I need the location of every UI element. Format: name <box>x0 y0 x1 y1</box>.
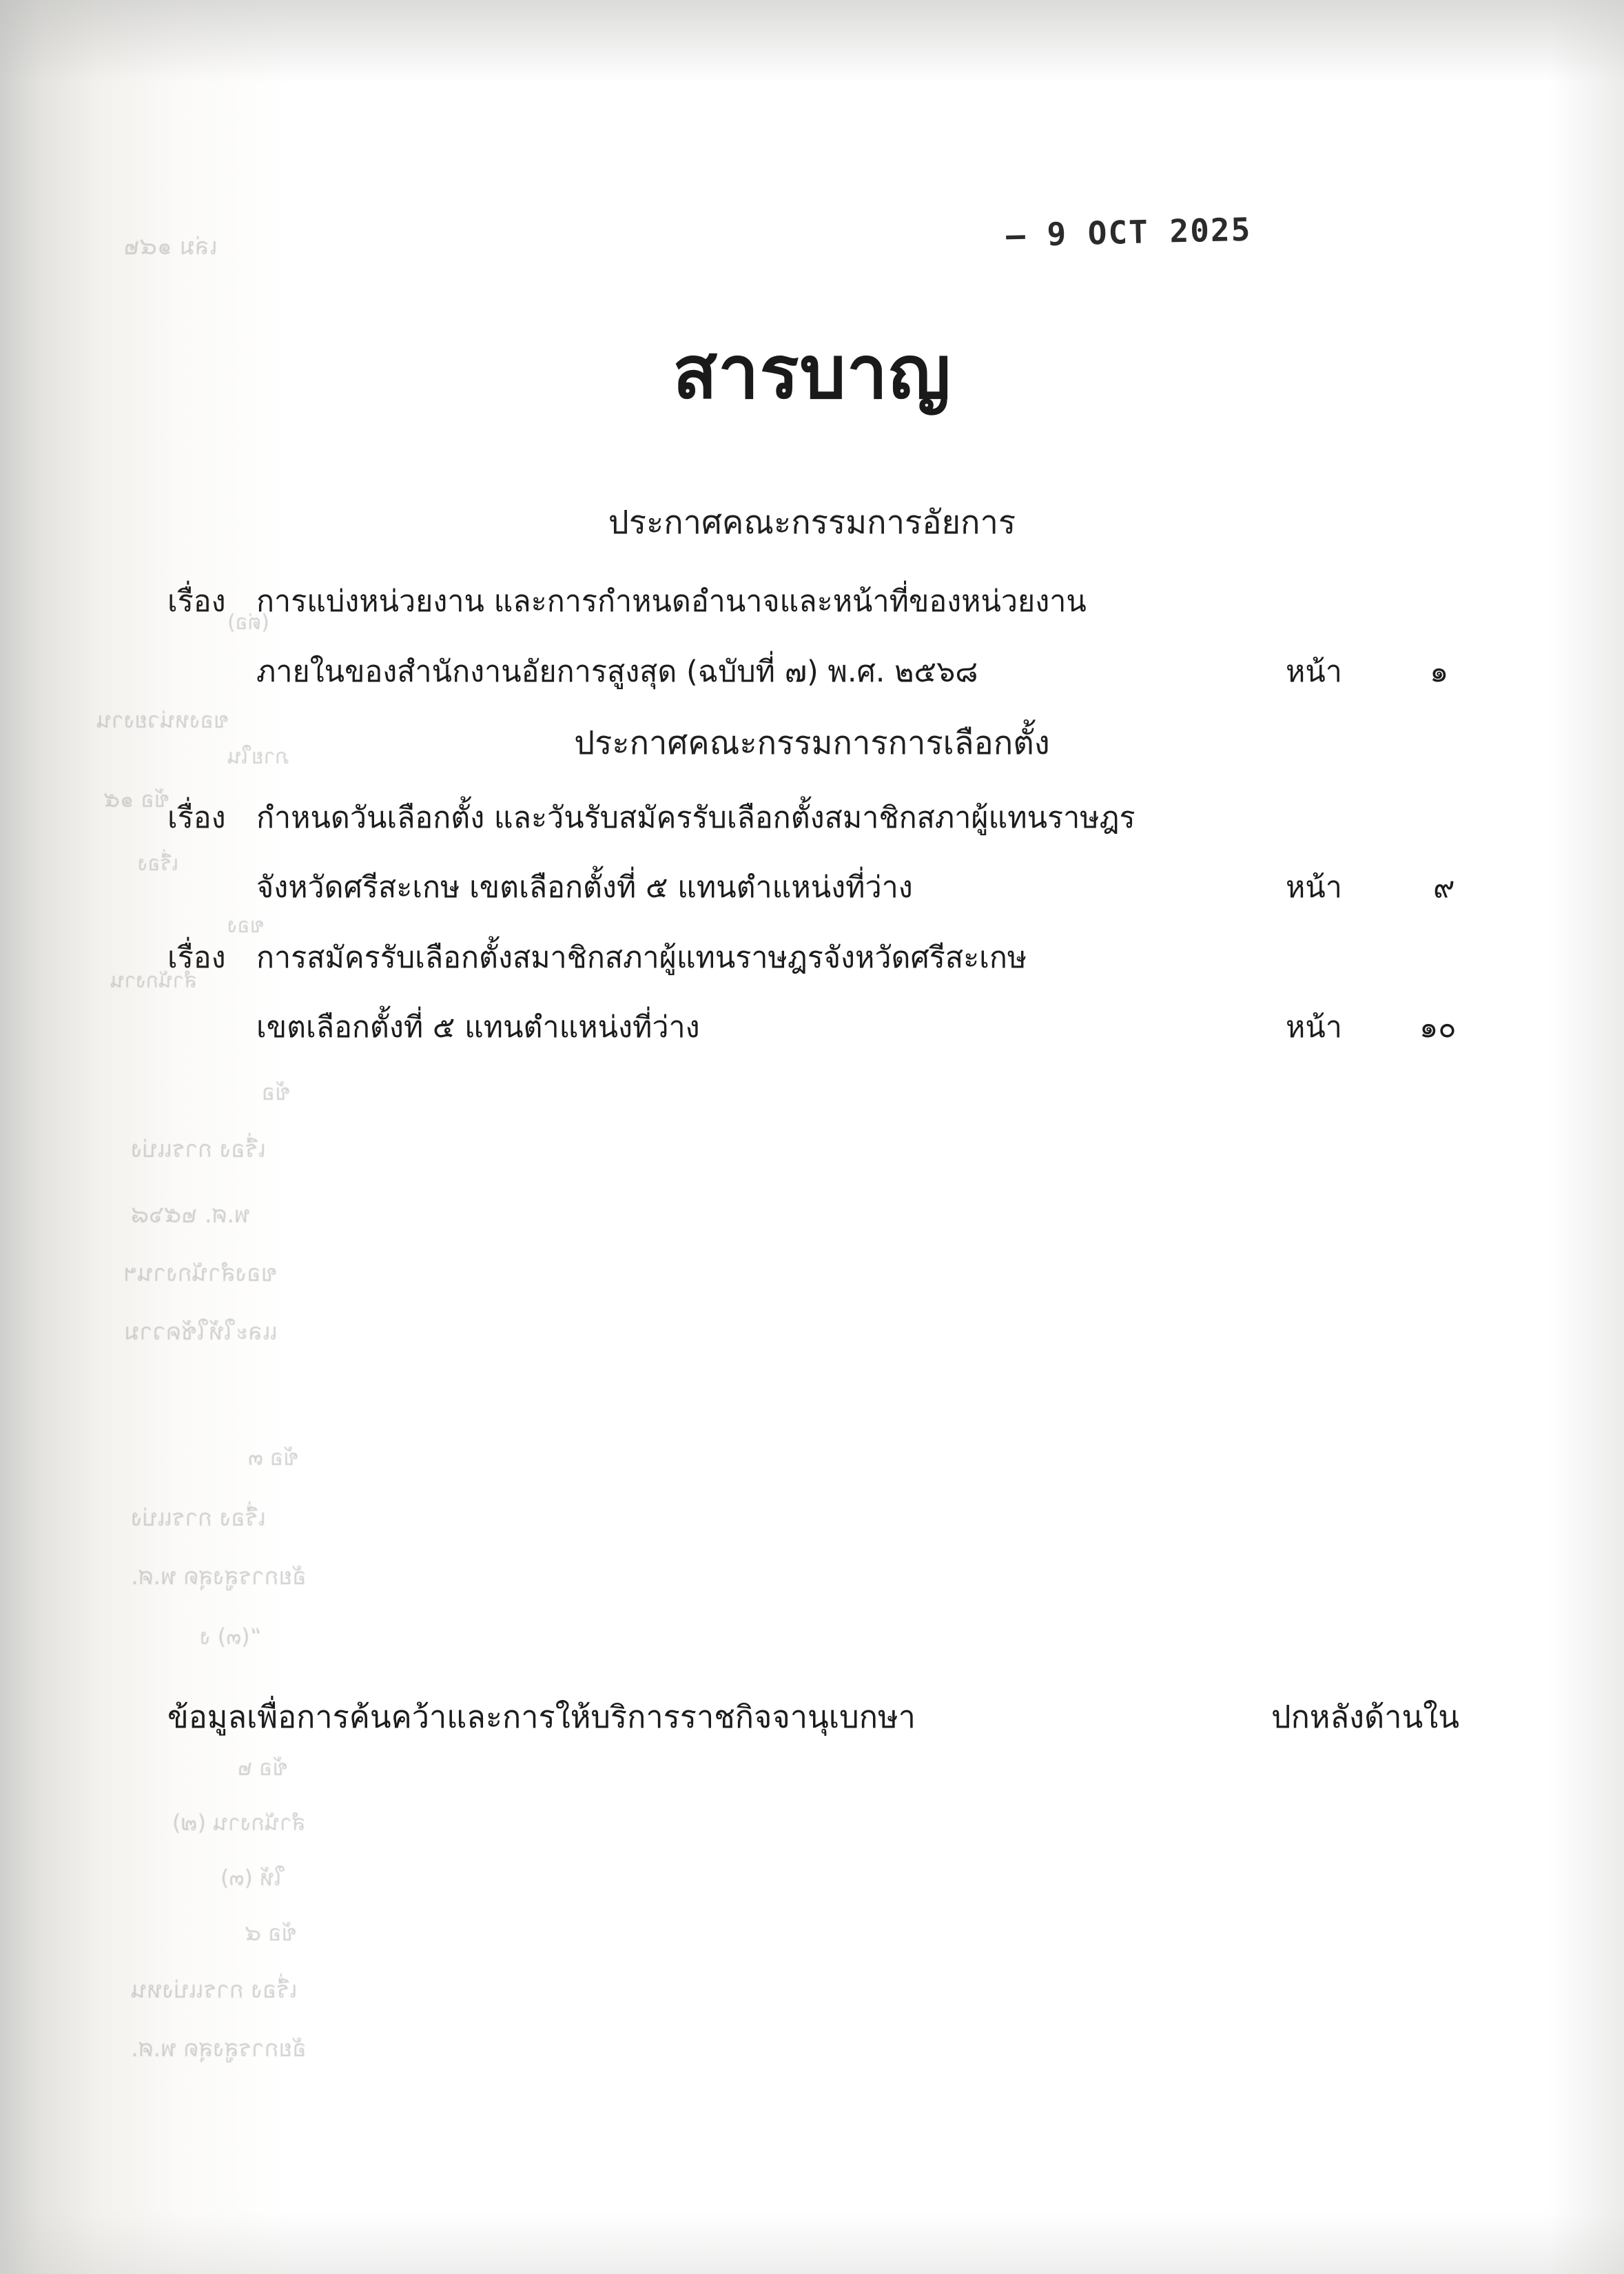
bleed-through-text: เรื่อง การแบ่งหน <box>131 1976 298 2004</box>
entry-page-number-1: ๑ <box>1430 655 1449 689</box>
entry-line-2-1: กำหนดวันเลือกตั้ง และวันรับสมัครรับเลือกตั้งสมาชิกสภาผู้แทนราษฎร <box>256 801 1135 835</box>
entry-page-word-2: หน้า <box>1286 870 1342 905</box>
bleed-through-text: อัยการสูงสุด พ.ศ. <box>131 1563 307 1590</box>
bleed-through-text: เรื่อง การแบ่ง <box>131 1136 266 1163</box>
bleed-through-text: ของสำนักงานฯ <box>124 1260 277 1287</box>
bleed-through-text: สำนักงาน (๗) <box>172 1810 306 1836</box>
bleed-through-text: (ต่อ) <box>227 611 269 635</box>
footer-right-text: ปกหลังด้านใน <box>1271 1699 1460 1735</box>
bleed-through-text: และให้ใช้ความ <box>124 1318 278 1346</box>
entry-line-1-2: ภายในของสำนักงานอัยการสูงสุด (ฉบับที่ ๗) พ.ศ. ๒๕๖๘ <box>256 655 978 689</box>
entry-page-word-3: หน้า <box>1286 1010 1342 1045</box>
entry-page-number-3: ๑๐ <box>1419 1010 1457 1045</box>
bleed-through-text: “(๓) ง <box>200 1623 262 1650</box>
entry-line-2-2: จังหวัดศรีสะเกษ เขตเลือกตั้งที่ ๕ แทนตำแหน่งที่ว่าง <box>256 870 913 905</box>
bleed-through-text: เล่ม ๑๔๒ <box>124 233 218 260</box>
entry-label-1: เรื่อง <box>167 584 226 619</box>
bleed-through-text: ข้อ ๒ <box>238 1754 288 1781</box>
bleed-through-text: ภายใน <box>227 745 289 769</box>
bleed-through-text: ข้อ ๔ <box>245 1920 297 1946</box>
footer-left-text: ข้อมูลเพื่อการค้นคว้าและการให้บริการราชกิจจานุเบกษา <box>167 1699 916 1735</box>
section-heading-2: ประกาศคณะกรรมการการเลือกตั้ง <box>574 724 1050 762</box>
entry-label-2: เรื่อง <box>167 801 226 835</box>
entry-line-1-1: การแบ่งหน่วยงาน และการกำหนดอำนาจและหน้าที่ของหน่วยงาน <box>256 584 1087 619</box>
bleed-through-text: ข้อ ๓ <box>248 1444 299 1471</box>
bleed-through-text: พ.ศ. ๒๕๖๘ <box>131 1201 250 1229</box>
bleed-through-text: เรื่อง การแบ่ง <box>131 1504 266 1532</box>
page-title: สารบาญ <box>672 330 952 415</box>
bleed-through-text: ข้อ <box>262 1079 291 1105</box>
date-stamp: – 9 OCT 2025 <box>1005 210 1252 254</box>
bleed-through-text: ให้ (๓) <box>220 1865 285 1891</box>
entry-page-number-2: ๙ <box>1433 870 1455 905</box>
bleed-through-text: ของ <box>227 914 265 938</box>
entry-label-3: เรื่อง <box>167 941 226 975</box>
bleed-through-text: เรื่อง <box>138 852 179 876</box>
entry-line-3-1: การสมัครรับเลือกตั้งสมาชิกสภาผู้แทนราษฎรจังหวัดศรีสะเกษ <box>256 941 1027 975</box>
entry-line-3-2: เขตเลือกตั้งที่ ๕ แทนตำแหน่งที่ว่าง <box>256 1010 700 1045</box>
bleed-through-text: สำนักงาน <box>110 969 197 993</box>
entry-page-word-1: หน้า <box>1286 655 1342 689</box>
section-heading-1: ประกาศคณะกรรมการอัยการ <box>608 504 1016 542</box>
bleed-through-text: ข้อ ๑๕ <box>103 786 169 812</box>
bleed-through-text: อัยการสูงสุด พ.ศ. <box>131 2035 307 2062</box>
bleed-through-text: ของหน่วยงาน <box>96 707 229 733</box>
